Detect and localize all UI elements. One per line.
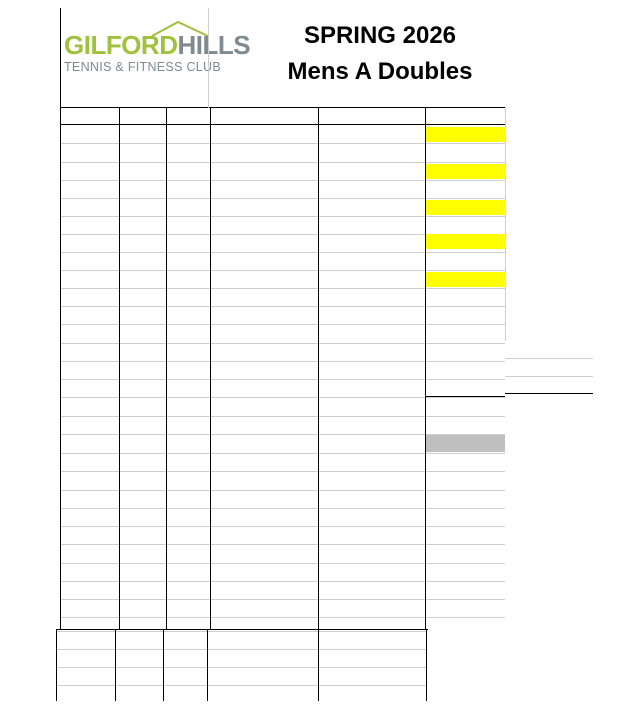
row-line bbox=[60, 361, 505, 362]
logo-cell-edge bbox=[208, 8, 209, 108]
row-line bbox=[60, 563, 505, 564]
row-line bbox=[60, 490, 505, 491]
player-name bbox=[426, 290, 506, 305]
player-name bbox=[426, 146, 506, 161]
event-line bbox=[505, 358, 593, 359]
logo-subtitle: TENNIS & FITNESS CLUB bbox=[64, 60, 222, 74]
row-line bbox=[56, 667, 426, 668]
row-line bbox=[60, 508, 505, 509]
column-line bbox=[56, 629, 57, 701]
section-divider-line bbox=[56, 629, 428, 630]
row-line bbox=[60, 379, 505, 380]
row-line bbox=[60, 617, 505, 618]
row-line bbox=[60, 306, 505, 307]
league-title: Mens A Doubles bbox=[287, 58, 473, 85]
row-line bbox=[60, 416, 505, 417]
row-line bbox=[60, 216, 505, 217]
row-line bbox=[60, 252, 505, 253]
column-line bbox=[318, 107, 319, 629]
player-name bbox=[426, 272, 506, 287]
player-name bbox=[426, 127, 506, 142]
row-line bbox=[60, 270, 505, 271]
column-line bbox=[163, 629, 164, 701]
row-line bbox=[56, 649, 426, 650]
column-line bbox=[318, 629, 319, 701]
logo-word-left: GILFORD bbox=[64, 30, 178, 60]
logo-wordmark bbox=[64, 30, 250, 61]
row-line bbox=[60, 471, 505, 472]
row-line bbox=[60, 162, 505, 163]
column-line bbox=[207, 629, 208, 701]
player-name bbox=[426, 234, 506, 249]
row-line bbox=[60, 526, 505, 527]
player-name bbox=[426, 200, 506, 215]
header-bottom-line bbox=[60, 124, 505, 125]
row-line bbox=[60, 581, 505, 582]
event-line bbox=[505, 393, 593, 394]
player-name bbox=[426, 254, 506, 269]
column-line bbox=[60, 107, 61, 629]
season-title: SPRING 2026 bbox=[303, 22, 457, 49]
row-line bbox=[60, 143, 505, 144]
row-line bbox=[60, 324, 505, 325]
column-line bbox=[166, 107, 167, 629]
row-line bbox=[60, 544, 505, 545]
player-name bbox=[426, 164, 506, 179]
player-name bbox=[426, 182, 506, 197]
player-name bbox=[426, 218, 506, 233]
row-line bbox=[60, 599, 505, 600]
row-line bbox=[56, 685, 426, 686]
column-line bbox=[115, 629, 116, 701]
row-line bbox=[60, 453, 505, 454]
logo-word-right: HILLS bbox=[177, 30, 251, 60]
header-top-line bbox=[60, 107, 505, 108]
gray-cell bbox=[426, 435, 505, 452]
row-line bbox=[60, 343, 505, 344]
row-line bbox=[60, 397, 505, 398]
row-line bbox=[60, 288, 505, 289]
row-line bbox=[60, 198, 505, 199]
sheet-left-edge bbox=[60, 8, 61, 108]
column-line bbox=[210, 107, 211, 629]
column-line bbox=[119, 107, 120, 629]
event-line bbox=[505, 376, 593, 377]
row-line bbox=[60, 180, 505, 181]
column-line bbox=[426, 629, 427, 701]
event-line bbox=[425, 396, 505, 397]
row-line bbox=[56, 631, 426, 632]
